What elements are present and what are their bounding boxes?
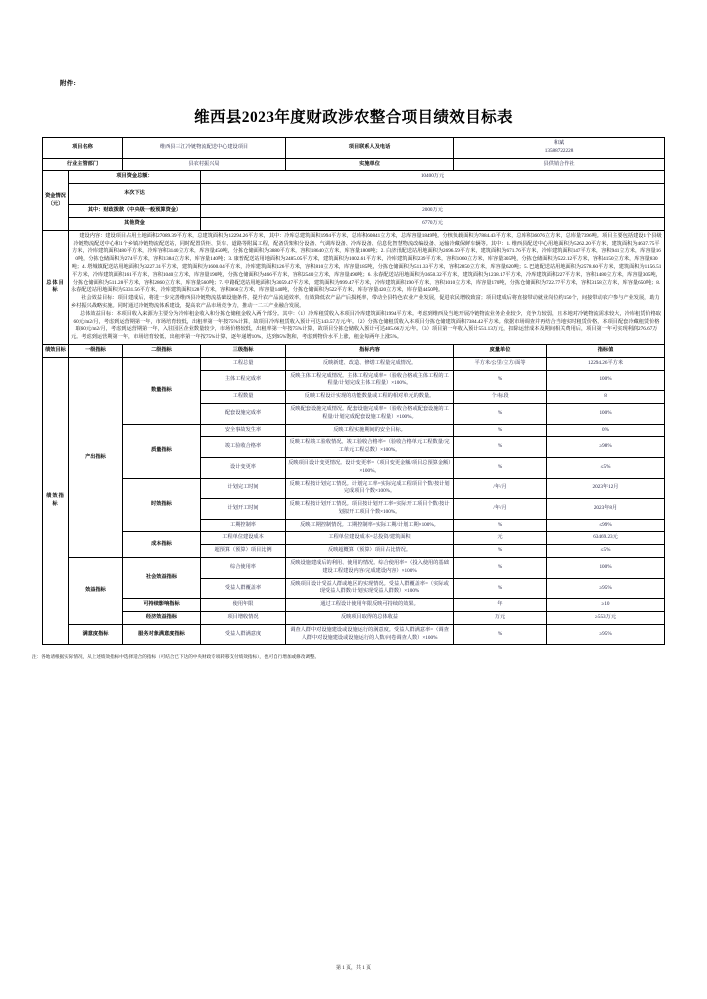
indicator-content: 反映工程实施期间的安全目标。 [286,424,454,437]
indicator-value: 100% [547,403,665,424]
indicator-content: 反映工程设计实现的功能数量或工程的相对单元的数量。 [286,391,454,404]
indicator-value: 2023年8月 [547,499,665,520]
indicator-value: ≥95% [547,578,665,599]
level3-indicator: 工程单位建设成本 [201,532,286,545]
indicator-value: ≤5% [547,457,665,478]
indicator-value: 12294.26平方米 [547,357,665,370]
unit-value: 县供销合作社 [454,158,665,171]
page-title: 维西县2023年度财政涉农整合项目绩效目标表 [194,109,513,126]
table-row [42,612,664,625]
indicator-content: 反映配套设施完成情况。配套设施完成率=（验收合格或配套设施的工程量/计划完成配套设施工程量）×100%。 [286,403,454,424]
indicator-value: ≥95% [547,624,665,645]
funding-value-3: 6770万元 [201,217,665,230]
col-header-3: 三级指标 [201,344,286,357]
table-header-row [42,344,664,357]
table-row-funding-current [42,184,664,205]
level3-indicator: 配套设施完成率 [201,403,286,424]
table-row-funding-other [42,217,664,230]
project-name-value: 维西县三江冷链物流配送中心建设项目 [123,138,286,159]
table-row [42,624,664,645]
indicator-value: 100% [547,558,665,579]
overall-goal-paragraph: 建设内容：建设项目占用土地面积27089.39平方米，总建筑面积为12294.26平方米，其中：冷库总建筑面积1994平方米，总库积60841立方米，总库容量1849吨。分核负载面积为7884.43平方米，总库积36076立方米，总库量7396吨。项目主要包括建设1个县级冷链物流配送中心和1个乡镇冷链物流配送站，同时配置货柜、货车、道路等附属工程，配备货架积分设备、气调库设备、冷库设备、信息化智慧物流改编设备、运输冷藏保鲜车辆等。其中：1. 维西县配送中心用地面积为5262.20平方米，建筑面积为4637.75平方米，冷库建筑面积480平方米，冷库容积3140立方米，库容量450吨，分拣仓储面积为3880平方米，容积18640立方米，库容量1800吨；2. 白济汛配送站用地面积为2696.59平方米，建筑面积为671.76平方米，冷库建筑面积147平方米，容积941立方米，库容量160吨，分拣仓储面积为274平方米，容积1384立方米，库容量140吨；3. 康普配送站用地面积为2485.05平方米，建筑面积为1002.61平方米，冷库建筑面积239平方米，容积1060立方米，库容量305吨，分拣仓储面积为522.12平方米，容积4150立方米，库容量830吨；4. 塔城镇配送站用地面积为3227.31平方米，建筑面积为1600.04平方米，冷库建筑面积126平方米，容积810立方米，库容量185吨，分拣仓储面积为511.33平方米，容积2850立方米，库容量620吨；5. 巴迪配送站用地面积为2578.60平方米，建筑面积为1156.51平方米，冷库建筑面积161平方米，容积1040立方米，库容量190吨，分拣仓储面积为466平方米，容积2540立方米，库容量490吨；6. 永春配送站用地面积为3650.32平方米，建筑面积为1238.17平方米，冷库建筑面积227平方米，容积1480立方米，库容量305吨，分拣仓储面积为511.28平方米，容积2860立方米，库容量560吨；7. 中路配送站用地面积为3059.47平方米，建筑面积为999.47平方米，冷库建筑面积190平方米，容积1010立方米，库容量170吨，分拣仓储面积为722.77平方米，容积3158立方米，库容量650吨；8. 永春配送站用地面积为5331.56平方米，冷库建筑面积128平方米，容积860立方米，库容量140吨，分拣仓储面积为522平方米，库存容量420立方米，库存量4450吨。 [70,232,662,294]
indicator-value: 2023年12月 [547,478,665,499]
table-row [42,424,664,437]
indicator-content: 反映设施建成后的利用、使用的情况。综合使用率=（投入使用的基础建设工程建设内容/完成建设内容）×100% [286,558,454,579]
indicator-unit: % [454,457,547,478]
overall-goal-text [68,230,664,344]
level3-indicator: 受益人群满意度 [201,624,286,645]
col-header-5: 度量单位 [454,344,547,357]
indicator-value: ≤99% [547,519,665,532]
level1-indicator: 效益指标 [68,558,122,625]
indicator-unit: % [454,370,547,391]
indicator-unit: 元 [454,532,547,545]
level3-indicator: 计划开工时间 [201,499,286,520]
indicator-unit: % [454,519,547,532]
level3-indicator: 使用年限 [201,599,286,612]
page-footer: 第 1 页，共 1 页 [335,966,371,971]
table-row [42,357,664,370]
indicator-value: ≥98% [547,437,665,458]
table-row-funding-total [42,171,664,184]
dept-value: 县农村振兴局 [123,158,286,171]
indicator-content: 反映工期控制情况。工期控制率=实际工期/计划工期×100%。 [286,519,454,532]
level2-indicator: 经济效益指标 [123,612,201,625]
dept-label: 行业主管部门 [42,158,122,171]
level1-indicator: 产出指标 [68,357,122,557]
contact-phone: 13588722228 [544,147,574,154]
table-row [42,532,664,545]
funding-value-2: 2000万元 [201,205,665,218]
funding-label-3: 其他资金 [68,217,200,230]
level3-indicator: 工程总量 [201,357,286,370]
level3-indicator: 工期控制率 [201,519,286,532]
indicator-unit: /年/月 [454,499,547,520]
level3-indicator: 竣工验收合格率 [201,437,286,458]
indicator-content: 反映主体工程完成情况。主体工程完成率=（验收合格或主体工程的工程量/计划完成主体工程量）×100%。 [286,370,454,391]
indicator-unit: 个/标段 [454,391,547,404]
overall-goal-paragraph: 社会效益目标：项目建成后，将进一步完善维西县冷链物流基础设施条件，提升农产品流通效率，有效降低农产品产后损耗率，带动全县特色农业产业发展，促进农民增收致富；项目建成后将直接带动就业岗位约150个，间接带动农户参与产业发展，助力乡村振兴战略实施。同时通过冷链物流体系建设，提高农产品市场竞争力，推动一二三产业融合发展。 [70,295,660,309]
indicator-content: 反映项目设计受益人群或地区的实现情况。受益人群覆盖率=（实际或现受益人群数/计划实现受益人群数）×100% [286,578,454,599]
level3-indicator: 综合使用率 [201,558,286,579]
indicator-unit: % [454,624,547,645]
indicator-content: 通过工程设计使用年限反映可持续的效果。 [286,599,454,612]
indicator-content: 反映新建、改造、修缮工程量完成情况。 [286,357,454,370]
level3-indicator: 超预算（预算）项目比例 [201,545,286,558]
contact-name: 和斌 [553,140,565,146]
table-note: 注：各地请根据实际情况，从上述绩效指标中选择适合的指标（可结合已下达的中央财政专项转移支付绩效指标），也可自行增加或修改调整。 [32,654,320,660]
level2-indicator: 时效指标 [123,478,201,532]
indicator-content: 反映工程按计划完工情况。计划完工率=实际完成工程项目个数/按计划完成项目个数×100%。 [286,478,454,499]
level3-indicator: 计划完工时间 [201,478,286,499]
indicator-value: 63469.23元 [547,532,665,545]
table-row-overall-goal [42,230,664,344]
indicator-unit: % [454,545,547,558]
contact-label: 项目联系人及电话 [286,138,454,159]
indicator-content: 反映项目取得的总体收益 [286,612,454,625]
indicator-value: 8 [547,391,665,404]
table-row [42,558,664,579]
funding-value-1 [201,184,665,205]
perf-indicator-label: 绩效指标 [42,357,68,645]
project-name-label: 项目名称 [42,138,122,159]
level2-indicator: 成本指标 [123,532,201,558]
table-row-funding-fiscal [42,205,664,218]
contact-value [454,138,665,159]
funding-label-0: 项目资金总额： [68,171,200,184]
indicator-value: ≤5% [547,545,665,558]
level3-indicator: 安全事故发生率 [201,424,286,437]
attachment-label: 附件: [60,80,77,87]
level2-indicator: 服务对象满意度指标 [123,624,201,645]
level1-indicator: 满意度指标 [68,624,122,645]
indicator-unit: % [454,558,547,579]
col-header-0: 绩效目标 [42,344,68,357]
col-header-1: 一级指标 [68,344,122,357]
level2-indicator: 数量指标 [123,357,201,424]
indicator-unit: /年/月 [454,478,547,499]
level3-indicator: 工程数量 [201,391,286,404]
indicator-unit: 万元 [454,612,547,625]
indicator-content: 反映超概算（预算）项目占比情况。 [286,545,454,558]
col-header-2: 二级指标 [123,344,201,357]
performance-target-table [42,137,665,645]
indicator-unit: 平方米/公里/立方/面等 [454,357,547,370]
indicator-unit: % [454,437,547,458]
level2-indicator: 质量指标 [123,424,201,478]
level3-indicator: 主体工程完成率 [201,370,286,391]
indicator-unit: 年 [454,599,547,612]
indicator-content: 工程单位建设成本=总投资/建筑面积 [286,532,454,545]
indicator-content: 反映工程按计划开工情况。项目按计划开工率=实际开工项目个数/按计划拟开工项目个数×100%。 [286,499,454,520]
unit-label: 实施单位 [286,158,454,171]
funding-label-2: 其中：财政拨款（中央级一般预算资金） [68,205,200,218]
indicator-value: 100% [547,370,665,391]
level3-indicator: 项目增收情况 [201,612,286,625]
indicator-content: 反映项目设计变更情况。设计变更率=（项目变更金额/项目总预算金额）×100%。 [286,457,454,478]
indicator-value: 0% [547,424,665,437]
level2-indicator: 可持续影响指标 [123,599,201,612]
funding-value-0: 10400万元 [201,171,665,184]
indicator-value: ≥553万元 [547,612,665,625]
level2-indicator: 社会效益指标 [123,558,201,599]
indicator-unit: % [454,403,547,424]
funding-group-label: 资金情况（元） [42,171,68,230]
indicator-value: ≥10 [547,599,665,612]
indicator-unit: % [454,424,547,437]
table-row [42,599,664,612]
level3-indicator: 设计变更率 [201,457,286,478]
table-row-department [42,158,664,171]
funding-label-1: 本次下达 [68,184,200,205]
overall-goal-paragraph: 总体效益目标：本项目收入来源为主要分为冷库租金收入和分拣仓储租金收入两个部分。其中：（1）冷库租赁收入本项目冷库建筑面积1994平方米。考虑到维西及当地开展冷链物流业务企业较少，竞争力较弱，且本地对冷链物流需求较大，冷库租赁价格取60元/m2/月，考虑到运营期第一年，市场培育较低，出租率第一年按75%计算，故项目冷库租赁收入预计可达143.57万元/年。（2）分拣仓储租赁收入本项目分拣仓储建筑面积7384.42平方米。依据市场调查并再结合当地实时租赁价格，本项目配套冷藏租赁价格取60元/m2/月，考虑到运营期第一年，入驻园区企业数量较少，市场价格较低，出租率第一年按75%计算，故项目分拣仓储收入预计可达405.66万元/年。（3）项目第一年收入预计551.13万元，扣除运营成本及期间相关费用后，项目第一年可实现利润276.67万元。考虑到运营期第一年，市场培育较低，出租率第一年按75%计算，逐年递增10%，达到95%饱和，考虑到物价水平上涨，租金每两年上涨5%。 [70,310,661,341]
table-row-project-name [42,138,664,159]
col-header-4: 指标内容 [286,344,454,357]
indicator-content: 调查人群中对设施建设或设施运行的满意度。受益人群满意率=（调查人群中对设施建设或设施运行的人数/问卷调查人数）×100% [286,624,454,645]
col-header-6: 指标值 [547,344,665,357]
overall-goal-label: 总体目标 [42,230,68,344]
level3-indicator: 受益人群覆盖率 [201,578,286,599]
indicator-unit: % [454,578,547,599]
indicator-content: 反映工程竣工验收情况。竣工验收合格率=（验收合格单元工程数量/完工单元工程总数）×100%。 [286,437,454,458]
table-row [42,478,664,499]
